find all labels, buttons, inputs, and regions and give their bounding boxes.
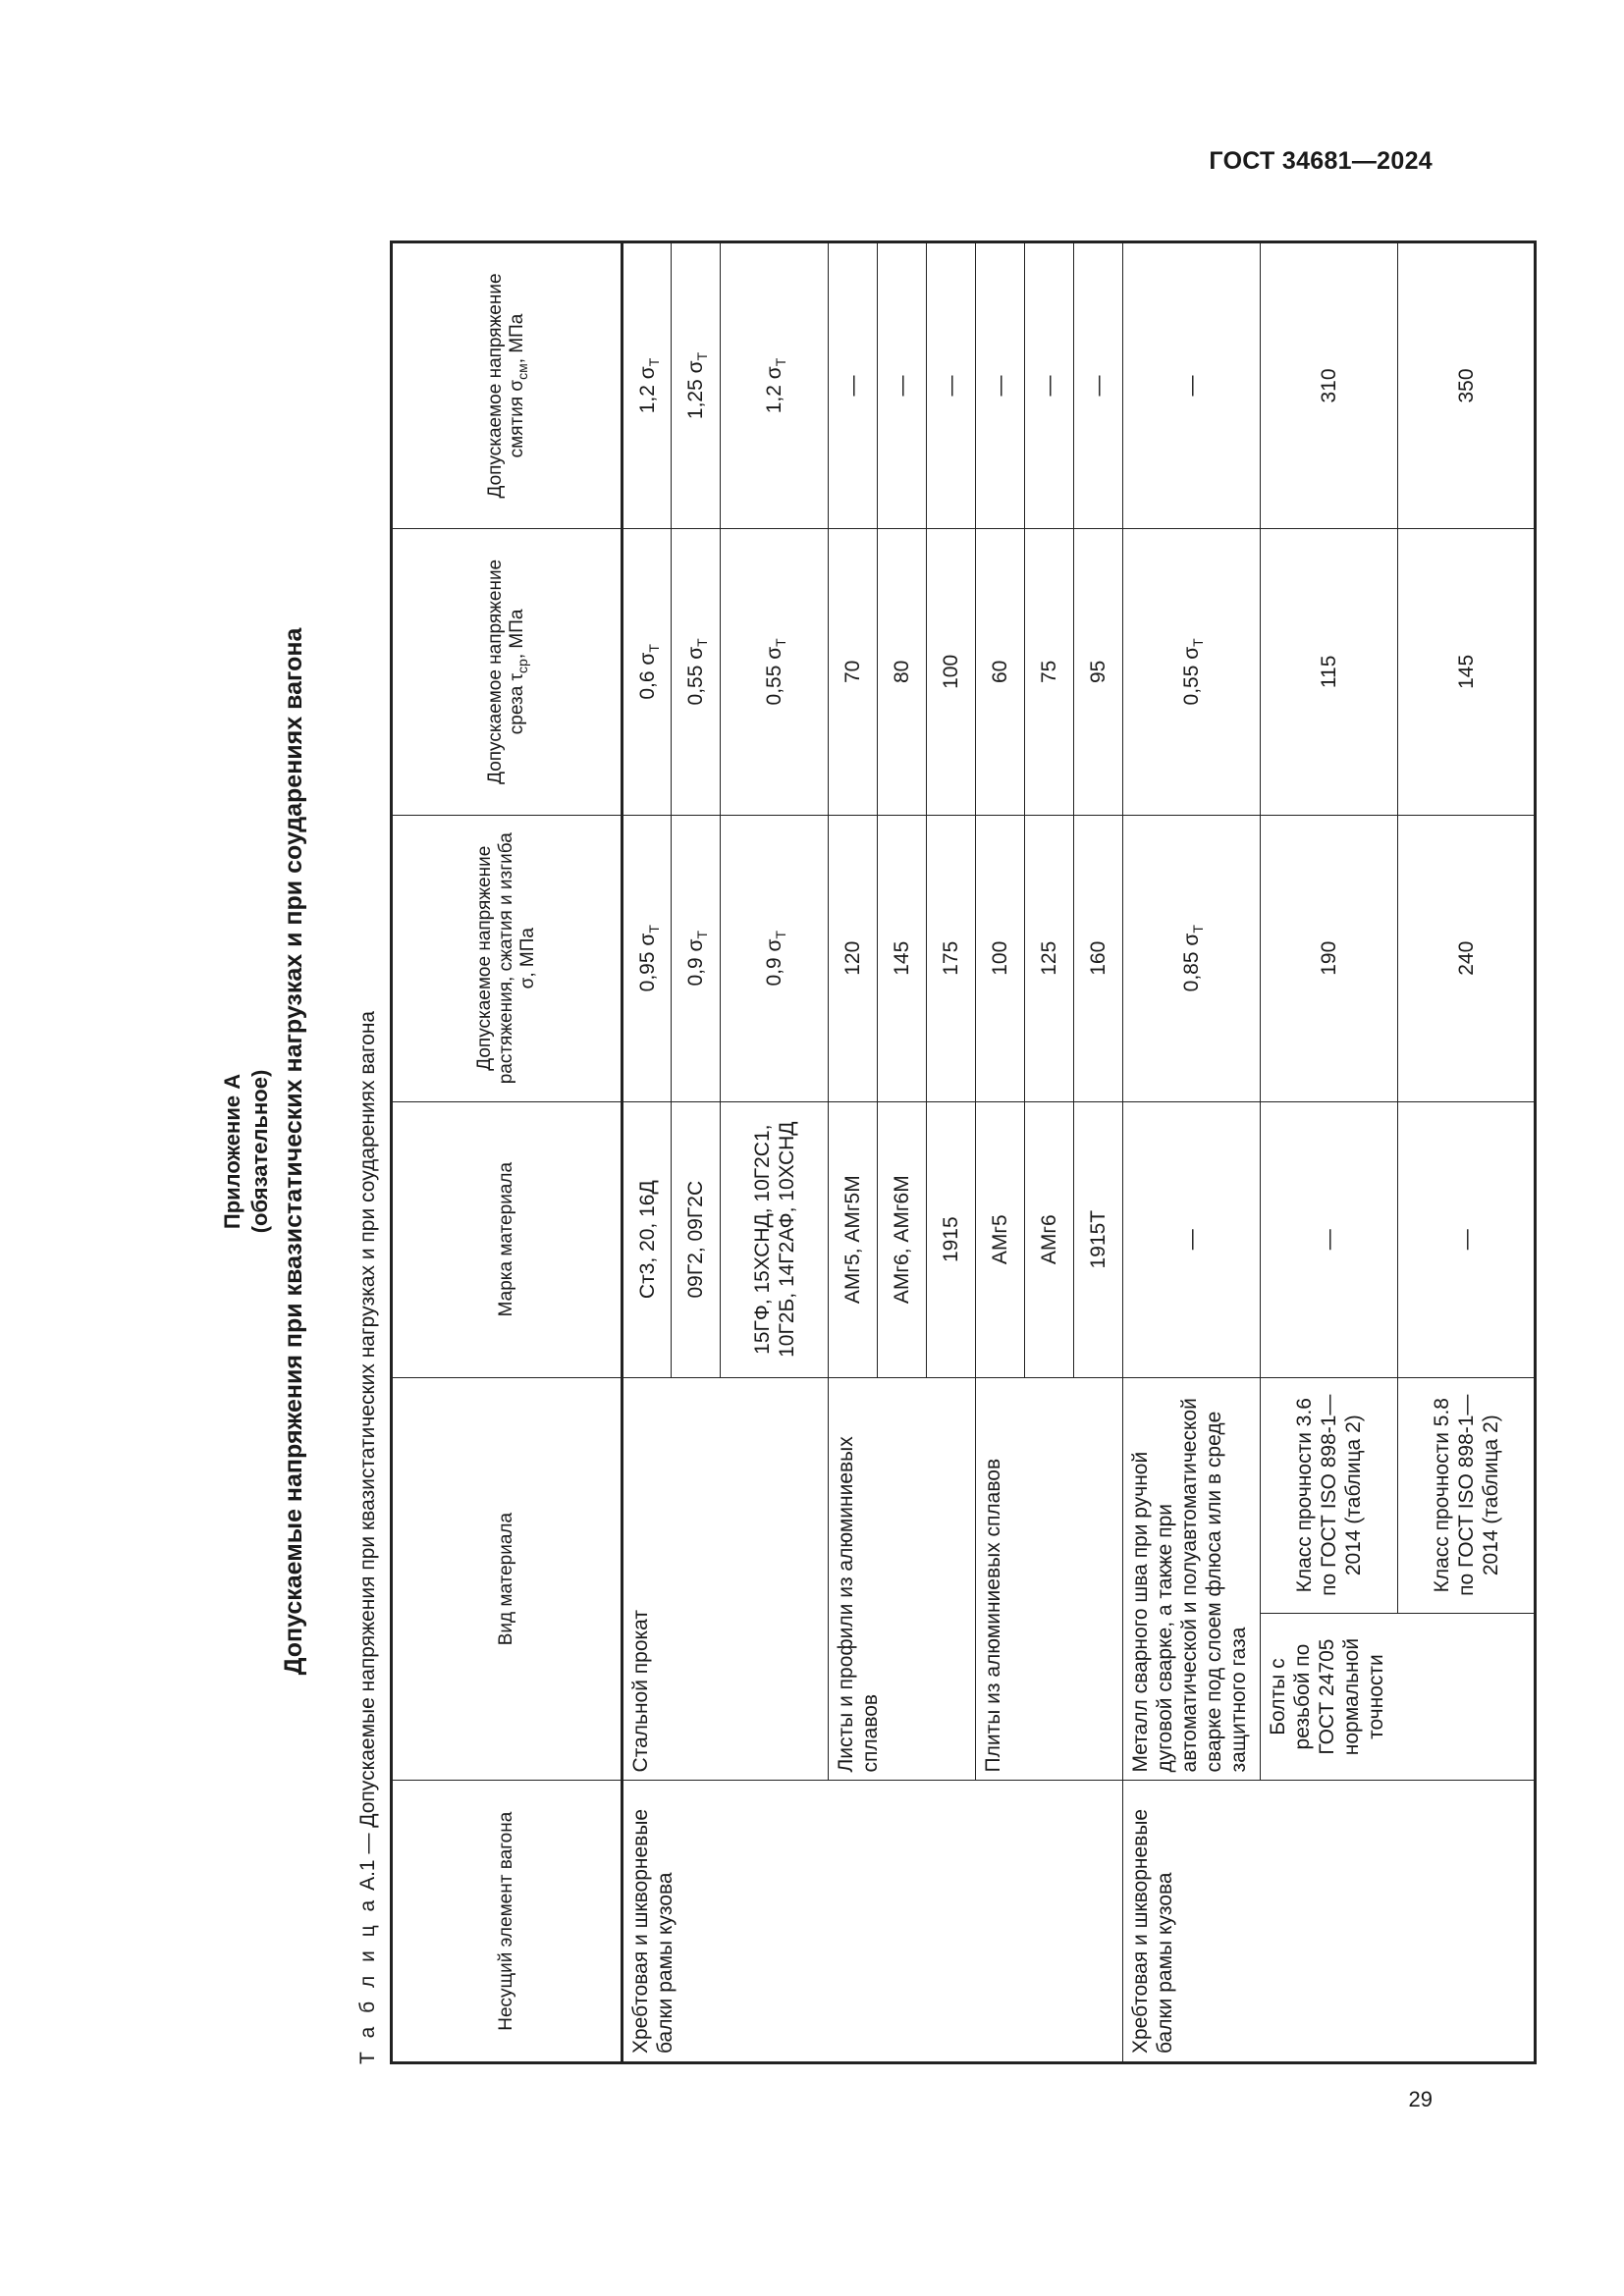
grade-cell: 15ГФ, 15ХСНД, 10Г2С1, 10Г2Б, 14Г2АФ, 10ХСНД bbox=[721, 1101, 829, 1377]
sigma-cm-cell: 350 bbox=[1398, 242, 1536, 529]
sigma-cm-cell: 1,2 $\sigma_Т$ bbox=[721, 242, 829, 529]
grade-cell: АМг5, АМг5М bbox=[829, 1101, 878, 1377]
sigma-cell: 240 bbox=[1398, 815, 1536, 1101]
table-row bbox=[1123, 242, 1261, 2063]
sigma-cell: 160 bbox=[1074, 815, 1123, 1101]
sigma-cell: 145 bbox=[878, 815, 927, 1101]
table-row bbox=[623, 242, 672, 2063]
grade-cell: АМг6, АМг6М bbox=[878, 1101, 927, 1377]
sigma-cm-cell: — bbox=[878, 242, 927, 529]
tau-cell: 115 bbox=[1261, 528, 1398, 815]
material-weld: Металл сварного шва при ручной дуговой сварке, а также при автоматической и полуавтоматической сварке под слоем флюса или в среде защитного газа bbox=[1123, 1377, 1261, 1781]
sigma-cm-cell: — bbox=[1074, 242, 1123, 529]
page-number: 29 bbox=[1408, 2087, 1433, 2111]
stress-table bbox=[390, 240, 1537, 2064]
grade-cell: Ст3, 20, 16Д bbox=[623, 1101, 672, 1377]
sigma-cm-cell: — bbox=[829, 242, 878, 529]
document-code: ГОСТ 34681—2024 bbox=[1209, 147, 1433, 175]
sigma-cm-cell: — bbox=[976, 242, 1025, 529]
appendix-heading bbox=[219, 145, 274, 2158]
sigma-cm-cell: 1,2 $\sigma_Т$ bbox=[623, 242, 672, 529]
grade-cell: — bbox=[1261, 1101, 1398, 1377]
header-element: Несущий элемент вагона bbox=[392, 1781, 623, 2063]
grade-cell: АМг6 bbox=[1025, 1101, 1074, 1377]
sigma-cm-cell: — bbox=[1025, 242, 1074, 529]
sigma-cell: 0,9 $\sigma_Т$ bbox=[672, 815, 721, 1101]
grade-cell: — bbox=[1123, 1101, 1261, 1377]
bolt-class-36: Класс прочности 3.6 по ГОСТ ISO 898-1—2014 (таблица 2) bbox=[1261, 1377, 1398, 1613]
tau-cell: 100 bbox=[927, 528, 976, 815]
table-caption-label: Т а б л и ц а bbox=[356, 1896, 379, 2064]
header-grade: Марка материала bbox=[392, 1101, 623, 1377]
header-tau-cp: Допускаемое напряжение среза $\tau_{ср}$, МПа bbox=[392, 528, 623, 815]
tau-cell: 0,6 $\sigma_Т$ bbox=[623, 528, 672, 815]
sigma-cell: 120 bbox=[829, 815, 878, 1101]
tau-cell: 145 bbox=[1398, 528, 1536, 815]
tau-cell: 75 bbox=[1025, 528, 1074, 815]
sigma-cell: 190 bbox=[1261, 815, 1398, 1101]
sigma-cm-cell: 310 bbox=[1261, 242, 1398, 529]
material-steel: Стальной прокат bbox=[623, 1377, 829, 1781]
grade-cell: АМг5 bbox=[976, 1101, 1025, 1377]
table-caption-number: А.1 bbox=[356, 1859, 379, 1891]
main-title: Допускаемые напряжения при квазистатических нагрузках и при соударениях вагона bbox=[280, 627, 307, 1676]
sigma-cm-cell: — bbox=[927, 242, 976, 529]
sigma-cell: 0,85 $\sigma_Т$ bbox=[1123, 815, 1261, 1101]
sigma-cell: 0,95 $\sigma_Т$ bbox=[623, 815, 672, 1101]
grade-cell: 1915Т bbox=[1074, 1101, 1123, 1377]
header-material-type: Вид материала bbox=[392, 1377, 623, 1781]
sigma-cm-cell: — bbox=[1123, 242, 1261, 529]
grade-cell: 09Г2, 09Г2С bbox=[672, 1101, 721, 1377]
sigma-cm-cell: 1,25 $\sigma_Т$ bbox=[672, 242, 721, 529]
sigma-cell: 175 bbox=[927, 815, 976, 1101]
header-sigma: Допускаемое напряжение растяжения, сжатия и изгиба σ, МПа bbox=[392, 815, 623, 1101]
sigma-cell: 0,9 $\sigma_Т$ bbox=[721, 815, 829, 1101]
grade-cell: — bbox=[1398, 1101, 1536, 1377]
sigma-cell: 125 bbox=[1025, 815, 1074, 1101]
tau-cell: 95 bbox=[1074, 528, 1123, 815]
tau-cell: 60 bbox=[976, 528, 1025, 815]
element-cell-b: Хребтовая и шкворневые балки рамы кузова bbox=[1123, 1781, 1536, 2063]
table-caption-dash: — bbox=[356, 1833, 379, 1854]
tau-cell: 70 bbox=[829, 528, 878, 815]
header-sigma-cm: Допускаемое напряжение смятия $\sigma_{см}$, МПа bbox=[392, 242, 623, 529]
table-caption bbox=[356, 1011, 380, 2064]
element-cell-a: Хребтовая и шкворневые балки рамы кузова bbox=[623, 1781, 1123, 2063]
grade-cell: 1915 bbox=[927, 1101, 976, 1377]
bolt-class-58: Класс прочности 5.8 по ГОСТ ISO 898-1—2014 (таблица 2) bbox=[1398, 1377, 1536, 1613]
material-al-plates: Плиты из алюминиевых сплавов bbox=[976, 1377, 1123, 1781]
table-header-row bbox=[392, 242, 623, 2063]
tau-cell: 0,55 $\sigma_Т$ bbox=[672, 528, 721, 815]
appendix-status: (обязательное) bbox=[247, 1069, 272, 1234]
appendix-title: Приложение А bbox=[220, 1073, 244, 1230]
tau-cell: 80 bbox=[878, 528, 927, 815]
material-al-sheets: Листы и профили из алюминиевых сплавов bbox=[829, 1377, 976, 1781]
table-caption-text: Допускаемые напряжения при квазистатических нагрузках и при соударениях вагона bbox=[356, 1010, 379, 1828]
material-bolts: Болты с резьбой по ГОСТ 24705 нормальной точности bbox=[1261, 1613, 1536, 1781]
tau-cell: 0,55 $\sigma_Т$ bbox=[1123, 528, 1261, 815]
sigma-cell: 100 bbox=[976, 815, 1025, 1101]
tau-cell: 0,55 $\sigma_Т$ bbox=[721, 528, 829, 815]
